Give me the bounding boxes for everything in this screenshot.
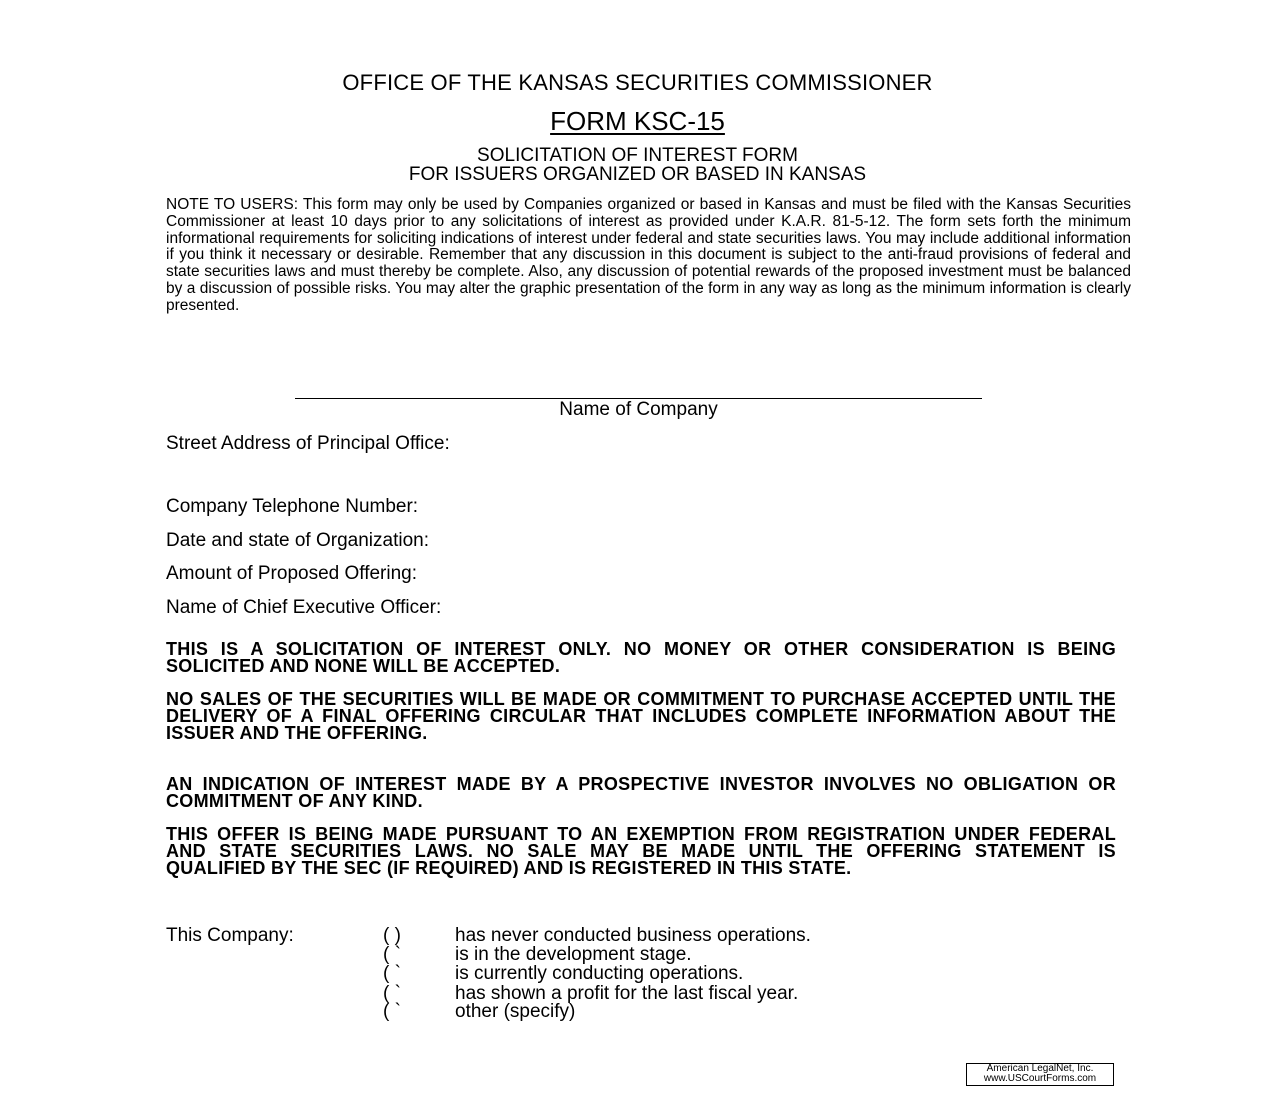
note-to-users: NOTE TO USERS: This form may only be used by Companies organized or based in Kansas and must be filed with the Kansas Securities Commissioner at least 10 days prior to any solicitations of interest as provided under K.A.R. 81-5-12. The form sets forth the minimum informational requirements for soliciting indications of interest under federal and state securities laws. You may include additional information if you think it necessary or desirable. Remember that any discussion in this document is subject to the anti-fraud provisions of federal and state securities laws and must thereby be complete. Also, any discussion of potential rewards of the proposed investment must be balanced by a discussion of possible risks. You may alter the graphic presentation of the form in any way as long as the minimum information is clearly presented.	[166, 196, 1131, 314]
publisher-name: American LegalNet, Inc.	[986, 1063, 1094, 1074]
company-status-label: This Company:	[166, 925, 294, 946]
disclaimer-exemption: THIS OFFER IS BEING MADE PURSUANT TO AN EXEMPTION FROM REGISTRATION UNDER FEDERAL AND STATE SECURITIES LAWS. NO SALE MAY BE MADE UNTIL THE OFFERING STATEMENT IS QUALIFIED BY THE SEC (IF REQUIRED) AND IS REGISTERED IN THIS STATE.	[166, 824, 1116, 878]
status-option-label: is currently conducting operations.	[455, 963, 744, 984]
form-subtitle-line2: FOR ISSUERS ORGANIZED OR BASED IN KANSAS	[408, 164, 867, 185]
street-address-label: Street Address of Principal Office:	[166, 433, 450, 454]
status-checkbox[interactable]: ( `	[383, 1001, 401, 1022]
company-name-label: Name of Company	[559, 399, 718, 420]
status-checkbox[interactable]: ( `	[383, 963, 401, 984]
status-checkbox[interactable]: ( `	[383, 944, 401, 965]
status-checkbox[interactable]: ( `	[383, 983, 401, 1004]
form-number: FORM KSC-15	[550, 106, 725, 136]
offering-amount-label: Amount of Proposed Offering:	[166, 563, 418, 584]
form-subtitle-line1: SOLICITATION OF INTEREST FORM	[477, 145, 798, 166]
disclaimer-no-obligation: AN INDICATION OF INTEREST MADE BY A PROSPECTIVE INVESTOR INVOLVES NO OBLIGATION OR COMMITMENT OF ANY KIND.	[166, 774, 1116, 811]
status-checkbox[interactable]: ( )	[383, 925, 401, 946]
publisher-stamp	[966, 1063, 1114, 1086]
status-option-label: other (specify)	[455, 1001, 576, 1022]
form-number-heading	[0, 106, 1275, 137]
date-state-label: Date and state of Organization:	[166, 530, 429, 551]
disclaimer-no-sales: NO SALES OF THE SECURITIES WILL BE MADE OR COMMITMENT TO PURCHASE ACCEPTED UNTIL THE DELIVERY OF A FINAL OFFERING CIRCULAR THAT INCLUDES COMPLETE INFORMATION ABOUT THE ISSUER AND THE OFFERING.	[166, 689, 1116, 743]
status-option-label: is in the development stage.	[455, 944, 692, 965]
publisher-url: www.USCourtForms.com	[983, 1073, 1097, 1084]
disclaimer-solicitation: THIS IS A SOLICITATION OF INTEREST ONLY. NO MONEY OR OTHER CONSIDERATION IS BEING SOLICITED AND NONE WILL BE ACCEPTED.	[166, 639, 1116, 676]
telephone-label: Company Telephone Number:	[166, 496, 419, 517]
ceo-name-label: Name of Chief Executive Officer:	[166, 597, 442, 618]
status-option-label: has shown a profit for the last fiscal year.	[455, 983, 799, 1004]
status-option-label: has never conducted business operations.	[455, 925, 811, 946]
office-title: OFFICE OF THE KANSAS SECURITIES COMMISSIONER	[342, 70, 933, 95]
